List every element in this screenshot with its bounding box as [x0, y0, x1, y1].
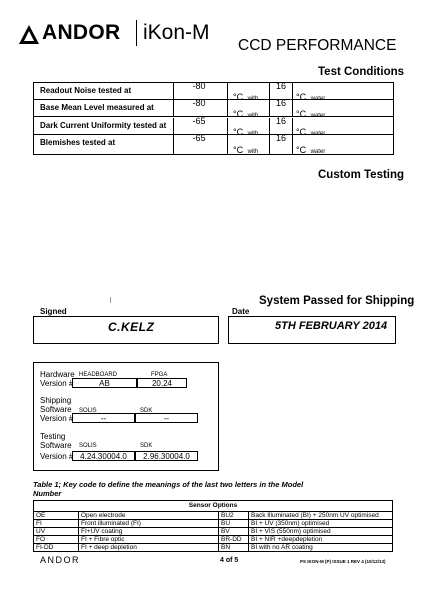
water-temperature: 16	[275, 98, 286, 108]
brand-name: ANDOR	[42, 21, 121, 44]
custom-testing-title: Custom Testing	[318, 169, 405, 181]
temp-unit: °C with	[233, 109, 259, 119]
shipping-sdk-version: --	[135, 413, 198, 423]
table-caption: Table 1; Key code to define the meanings of the last two letters in the Model Number	[33, 480, 304, 498]
option-code: BN	[219, 544, 249, 552]
table-row	[34, 100, 393, 117]
test-conditions-table	[33, 82, 394, 155]
option-code: FI-DD	[34, 544, 79, 552]
water-unit: °C water	[296, 92, 326, 102]
water-unit: °C water	[296, 145, 326, 155]
shipping-solis-version: --	[72, 413, 135, 423]
date-label: Date	[232, 307, 250, 316]
option-code: FI	[34, 520, 79, 528]
page-title: CCD PERFORMANCE	[238, 37, 397, 54]
water-temperature: 16	[275, 133, 286, 143]
ccd-temperature: -65	[192, 133, 206, 143]
shipping-software-label: Shipping	[40, 396, 72, 405]
test-label: Blemishes tested at	[40, 138, 116, 147]
water-unit: °C water	[296, 109, 326, 119]
test-conditions-title: Test Conditions	[318, 66, 405, 78]
table-row	[34, 544, 393, 552]
headboard-label: HEADBOARD	[79, 372, 118, 378]
test-label: Readout Noise tested at	[40, 86, 132, 95]
option-description: BI with no AR coating	[249, 544, 393, 552]
option-description: Back Illuminated (BI) + 250nm UV optimised	[249, 512, 393, 520]
table-row	[34, 528, 393, 536]
option-code: BR-DD	[219, 536, 249, 544]
option-description: BI + NIR +deepdepletion	[249, 536, 393, 544]
table-row	[34, 135, 393, 154]
option-description: Open electrode	[79, 512, 219, 520]
water-unit: °C water	[296, 127, 326, 137]
fpga-version: 20.24	[137, 378, 187, 388]
signature-value: C.KELZ	[108, 320, 155, 334]
headboard-version: AB	[72, 378, 137, 388]
test-label: Dark Current Uniformity tested at	[40, 121, 167, 130]
test-label: Base Mean Level measured at	[40, 103, 154, 112]
footer-brand: ANDOR	[40, 555, 81, 565]
option-code: BU2	[219, 512, 249, 520]
solis-label: SOLIS	[79, 443, 97, 449]
option-code: OE	[34, 512, 79, 520]
option-code: UV	[34, 528, 79, 536]
software-label: Software	[40, 441, 72, 450]
temp-unit: °C with	[233, 145, 259, 155]
temp-unit: °C with	[233, 127, 259, 137]
ccd-temperature: -80	[192, 81, 206, 91]
sensor-options-header: Sensor Options	[34, 501, 393, 512]
solis-label: SOLIS	[79, 408, 97, 414]
testing-sdk-version: 2.96.30004.0	[135, 451, 198, 461]
hardware-label: Hardware	[40, 370, 75, 379]
option-code: BV	[219, 528, 249, 536]
version-label: Version #	[40, 379, 74, 388]
ccd-temperature: -65	[192, 116, 206, 126]
model-name: iKon-M	[143, 21, 210, 44]
water-temperature: 16	[275, 116, 286, 126]
version-label: Version #	[40, 452, 74, 461]
sdk-label: SDK	[140, 443, 153, 449]
water-temperature: 16	[275, 81, 286, 91]
shipping-title: System Passed for Shipping	[259, 295, 415, 307]
option-description: Front illuminated (FI)	[79, 520, 219, 528]
signed-label: Signed	[40, 307, 67, 316]
testing-software-label: Testing	[40, 432, 66, 441]
software-label: Software	[40, 405, 72, 414]
testing-solis-version: 4.24.30004.0	[72, 451, 135, 461]
andor-logo-icon	[18, 24, 40, 46]
option-code: BU	[219, 520, 249, 528]
scan-mark	[110, 297, 111, 303]
sensor-options-table	[33, 500, 393, 552]
option-description: FI + deep depletion	[79, 544, 219, 552]
document-reference: PS IKON-M (P) ISSUE 1 REV 4 (10/12/13)	[300, 559, 386, 564]
sdk-label: SDK	[140, 408, 153, 414]
option-code: FO	[34, 536, 79, 544]
option-description: FI + Fibre optic	[79, 536, 219, 544]
option-description: BI + VIS (550nm) optimised	[249, 528, 393, 536]
version-label: Version #	[40, 414, 74, 423]
date-value: 5TH FEBRUARY 2014	[275, 320, 388, 332]
option-description: FI+UV coating	[79, 528, 219, 536]
option-description: BI + UV (350nm) optimised	[249, 520, 393, 528]
table-row	[34, 536, 393, 544]
table-row	[34, 512, 393, 520]
table-row	[34, 520, 393, 528]
page-number: 4 of 5	[220, 557, 239, 564]
temp-unit: °C with	[233, 92, 259, 102]
ccd-temperature: -80	[192, 98, 206, 108]
brand-divider	[136, 20, 137, 46]
fpga-label: FPGA	[151, 372, 168, 378]
